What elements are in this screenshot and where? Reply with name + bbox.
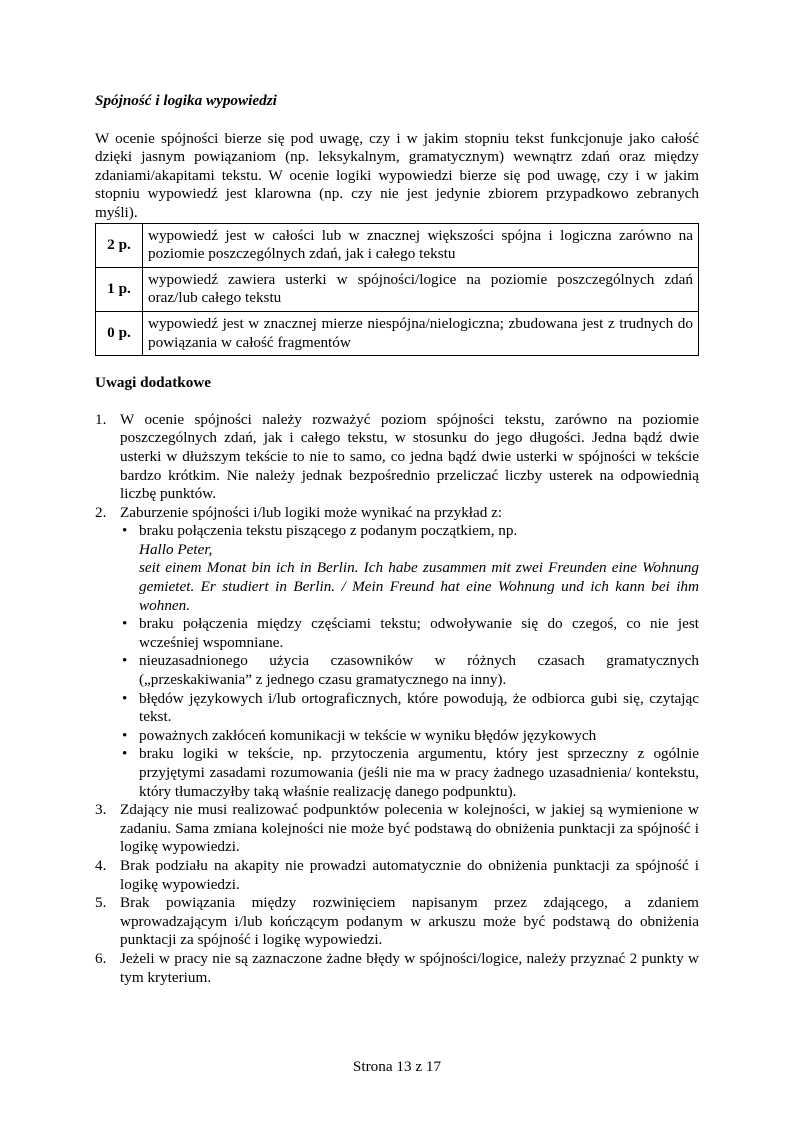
list-item xyxy=(95,857,699,894)
example-greeting: Hallo Peter, xyxy=(139,540,213,558)
example-text: seit einem Monat bin ich in Berlin. Ich habe zusammen mit zwei Freunden eine Wohnung gemietet. Er studiert in Berlin. / Mein Freund hat eine Wohnung und ich kann bei ihm wohnen. xyxy=(139,559,699,614)
list-item xyxy=(95,950,699,987)
page-content xyxy=(95,92,699,987)
section-title: Spójność i logika wypowiedzi xyxy=(95,92,277,109)
sub-list-item xyxy=(120,745,699,801)
item-number: 5. xyxy=(95,894,107,912)
item-text: W ocenie spójności należy rozważyć poziom spójności tekstu, zarówno na poziomie poszczególnych zdań, jak i całego tekstu, w stosunku do jego długości. Jedna bądź dwie usterki w dłuższym tekście to nie to samo, co jedna bądź dwie usterki w spójności w tekście bardzo krótkim. Nie należy jednak bezpośrednio przeliczać liczby usterek na odpowiednią liczbę punktów. xyxy=(120,410,699,503)
table-row xyxy=(96,311,699,355)
criteria-table xyxy=(95,223,699,357)
points-cell: 0 p. xyxy=(96,311,143,355)
list-item xyxy=(95,801,699,857)
item-number: 4. xyxy=(95,856,107,874)
bullet-icon: • xyxy=(122,615,128,633)
sub-list-item xyxy=(120,615,699,652)
list-item xyxy=(95,894,699,950)
bullet-icon: • xyxy=(122,726,128,744)
table-row xyxy=(96,223,699,267)
item-text: Zaburzenie spójności i/lub logiki może wynikać na przykład z: xyxy=(120,503,503,521)
table-row xyxy=(96,267,699,311)
item-text: Brak powiązania między rozwinięciem napisanym przez zdającego, a zdaniem wprowadzającym i/lub kończącym podanym w arkuszu może być podstawą do obniżenia punktacji za spójność i logikę wypowiedzi. xyxy=(120,894,699,949)
item-text: Zdający nie musi realizować podpunktów polecenia w kolejności, w jakiej są wymienione w zadaniu. Sama zmiana kolejności nie może być podstawą do obniżenia punktacji za spójność i logikę wypowiedzi. xyxy=(120,801,699,856)
sub-item-text: poważnych zakłóceń komunikacji w tekście w wyniku błędów językowych xyxy=(139,726,597,744)
bullet-icon: • xyxy=(122,745,128,763)
sub-list-item xyxy=(120,652,699,689)
item-number: 2. xyxy=(95,503,107,521)
sub-item-text: braku logiki w tekście, np. przytoczenia argumentu, który jest sprzeczny z ogólnie przyjętymi zasadami rozumowania (jeśli nie ma w pracy żadnego uzasadnienia/ kontekstu, który tłumaczyłby taką właśnie realizację danego podpunktu). xyxy=(139,745,699,800)
notes-title: Uwagi dodatkowe xyxy=(95,374,212,392)
item-number: 6. xyxy=(95,949,107,967)
notes-list xyxy=(95,411,699,987)
item-number: 3. xyxy=(95,801,107,819)
sub-list-item xyxy=(120,727,699,746)
description-cell: wypowiedź jest w znacznej mierze niespójna/nielogiczna; zbudowana jest z trudnych do powiązania w całość fragmentów xyxy=(143,311,699,355)
sub-list-item xyxy=(120,690,699,727)
description-cell: wypowiedź jest w całości lub w znacznej większości spójna i logiczna zarówno na poziomie poszczególnych zdań, jak i całego tekstu xyxy=(143,223,699,267)
item-text: Brak podziału na akapity nie prowadzi automatycznie do obniżenia punktacji za spójność i logikę wypowiedzi. xyxy=(120,856,699,893)
item-number: 1. xyxy=(95,410,107,428)
points-cell: 1 p. xyxy=(96,267,143,311)
bullet-icon: • xyxy=(122,522,128,540)
bullet-icon: • xyxy=(122,689,128,707)
sub-item-text: błędów językowych i/lub ortograficznych, które powodują, że odbiorca gubi się, czytając tekst. xyxy=(139,689,699,726)
points-cell: 2 p. xyxy=(96,223,143,267)
description-cell: wypowiedź zawiera usterki w spójności/logice na poziomie poszczególnych zdań oraz/lub całego tekstu xyxy=(143,267,699,311)
sub-list xyxy=(120,522,699,801)
intro-paragraph: W ocenie spójności bierze się pod uwagę, czy i w jakim stopniu tekst funkcjonuje jako całość dzięki jasnym powiązaniom (np. leksykalnym, gramatycznym) wewnątrz zdań oraz między zdaniami/akapitami tekstu. W ocenie logiki wypowiedzi bierze się pod uwagę, czy i w jakim stopniu wypowiedź jest klarowna (np. czy nie jest jedynie zbiorem przypadkowo zebranych myśli). xyxy=(95,129,699,221)
bullet-icon: • xyxy=(122,652,128,670)
item-text: Jeżeli w pracy nie są zaznaczone żadne błędy w spójności/logice, należy przyznać 2 punkty w tym kryterium. xyxy=(120,949,699,986)
sub-item-text: braku połączenia między częściami tekstu; odwoływanie się do czegoś, co nie jest wcześniej wspomniane. xyxy=(139,615,699,651)
sub-item-text: nieuzasadnionego użycia czasowników w różnych czasach gramatycznych („przeskakiwania” z jednego czasu gramatycznego na inny). xyxy=(139,652,699,689)
sub-item-text: braku połączenia tekstu piszącego z podanym początkiem, np. xyxy=(139,522,518,540)
list-item xyxy=(95,411,699,504)
page-number: Strona 13 z 17 xyxy=(352,1058,442,1075)
list-item xyxy=(95,504,699,802)
sub-list-item xyxy=(120,522,699,615)
